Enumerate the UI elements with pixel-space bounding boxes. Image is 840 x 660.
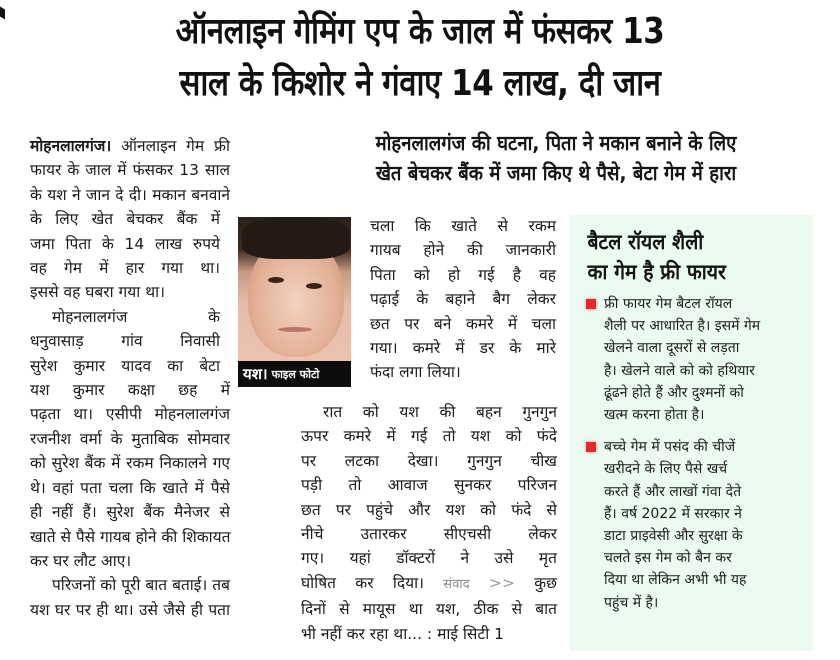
photo-hair: [242, 217, 350, 259]
article-line: कर घर लौट आए।: [30, 551, 132, 570]
subheadline: [322, 128, 790, 188]
article-line: रजनीश वर्मा के मुताबिक सोमवार: [30, 429, 230, 448]
article-line: गायब होने की जानकारी: [370, 241, 556, 260]
photo-caption: [238, 361, 351, 387]
sidebar-bullet-2: बच्चे गेम में पसंद की चीजें खरीदने के लिए पैसे खर्च करते हैं और लाखों गंवा देते हैं। वर्ष 2022 में सरकार ने डाटा प्राइवेसी और सुरक्षा के चलते इस गेम को बैन कर दिया था लेकिन अभी भी यह पहुंच में है।: [582, 436, 799, 614]
article-line: यश घर पर ही था। उसे जैसे ही पता: [30, 600, 230, 619]
red-square-bullet-icon: [586, 299, 596, 309]
article-line: परिजनों को पूरी बात बताई। तब: [52, 576, 230, 595]
photo-mouth: [278, 327, 312, 332]
headline: [59, 6, 781, 110]
article-line: पढ़ाई के बहाने बैग लेकर: [370, 290, 556, 309]
reporter-credit: संवाद: [443, 576, 470, 592]
photo-eye: [268, 277, 284, 283]
subheadline-line-2: खेत बेचकर बैंक में जमा किए थे पैसे, बेटा गेम में हारा: [375, 161, 737, 185]
teaser-start: कुछ: [534, 573, 557, 592]
article-line: इससे वह घबरा गया था।: [30, 283, 166, 302]
article-line: पड़ी तो आवाज सुनकर परिजन: [301, 476, 557, 495]
article-line: को सुरेश बैंक में रकम निकालने गए: [30, 454, 230, 473]
article-line: पिता को हो गई है वह: [370, 265, 556, 284]
article-line: फंदा लगा लिया।: [370, 363, 461, 382]
photo-caption-name: यश।: [243, 365, 268, 383]
article-line: पढ़ता था। एसीपी मोहनलालगंज: [30, 405, 230, 424]
victim-photo: [238, 217, 351, 387]
article-line: नीचे उतारकर सीएचसी लेकर: [301, 525, 557, 544]
article-column-1: [30, 134, 230, 622]
sidebar-title-line-1: बैटल रॉयल शैली: [587, 230, 704, 254]
photo-eye: [306, 283, 322, 289]
article-line: खाते से पैसे गायब होने की शिकायत: [30, 527, 231, 546]
article-line: फायर के जाल में फंसकर 13 साल: [30, 161, 230, 180]
clipped-edge-mark: [0, 7, 5, 20]
info-sidebar: [570, 215, 813, 651]
teaser-line: दिनों से मायूस था यश, ठीक से बात: [301, 600, 557, 619]
article-line: थे। वहां पता चला कि खाते में पैसे: [30, 478, 230, 497]
article-line: ऊपर कमरे में गई तो यश को फंदे: [301, 427, 557, 446]
article-line: ही नहीं हैं। सुरेश बैंक मैनेजर से: [30, 503, 230, 522]
teaser-line: भी नहीं कर रहा था... : माई सिटी 1: [301, 624, 504, 643]
article-column-2-top: [370, 214, 556, 385]
sidebar-title: [582, 227, 782, 287]
article-line: वह गेम में हार गया था।: [30, 259, 220, 278]
dateline: मोहनलालगंज।: [30, 137, 112, 155]
article-line: धनुवासाड़ गांव निवासी: [30, 332, 220, 351]
article-column-2-bottom: [301, 400, 557, 646]
sidebar-title-line-2: का गेम है फ्री फायर: [587, 260, 726, 284]
article-line: चला कि खाते से रकम: [370, 217, 556, 235]
article-line: रात को यश की बहन गुनगुन: [323, 403, 557, 421]
article-line: गया। कमरे में डर के मारे: [370, 339, 556, 358]
article-line: घोषित कर दिया। संवाद >> कुछ: [301, 573, 557, 592]
article-line: मोहनलालगंज। ऑनलाइन गेम फ्री: [30, 137, 230, 155]
article-line: के यश ने जान दे दी। मकान बनवाने: [30, 185, 230, 204]
red-square-bullet-icon: [586, 442, 596, 452]
article-line: छत पर पहुंचे और यश को फंदे से: [301, 500, 557, 519]
headline-line-1: ऑनलाइन गेमिंग एप के जाल में फंसकर 13: [175, 11, 665, 52]
article-line: यश कुमार कक्षा छह में: [30, 381, 230, 400]
subheadline-line-1: मोहनलालगंज की घटना, पिता ने मकान बनाने के लिए: [375, 131, 737, 155]
article-line: गए। यहां डॉक्टरों ने उसे मृत: [301, 549, 557, 568]
article-line: जमा पिता के 14 लाख रुपये: [30, 234, 220, 253]
continue-arrow: >>: [488, 573, 515, 592]
photo-caption-credit: फाइल फोटो: [271, 367, 320, 381]
sidebar-bullet-1: फ्री फायर गेम बैटल रॉयल शैली पर आधारित है। इसमें गेम खेलने वाला दूसरों से लड़ता है। खेलने वाले को को हथियार ढूंढने होते हैं और दुश्मनों को खत्म करना होता है।: [582, 293, 799, 426]
article-line: पर लटका देखा। गुनगुन चीख: [301, 451, 557, 470]
headline-line-2: साल के किशोर ने गंवाए 14 लाख, दी जान: [179, 63, 661, 104]
article-line: के लिए खेत बेचकर बैंक में: [30, 210, 220, 229]
article-line: छत पर बने कमरे में चला: [370, 314, 556, 333]
article-line: मोहनलालगंज के: [52, 307, 220, 326]
article-line: सुरेश कुमार यादव का बेटा: [30, 356, 220, 375]
